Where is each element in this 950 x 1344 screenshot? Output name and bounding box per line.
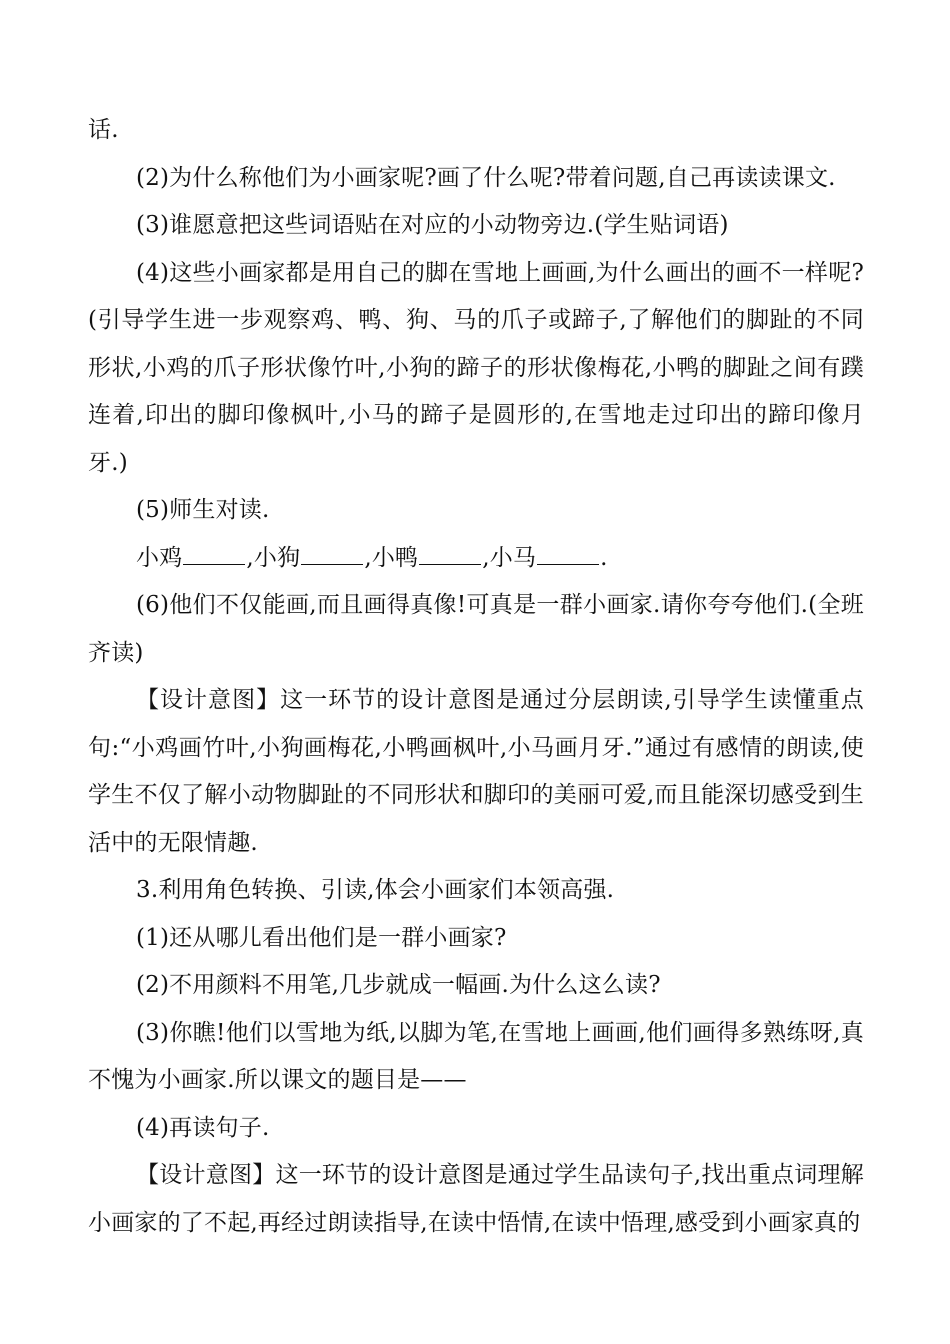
paragraph-step-4: (4)再读句子. <box>136 1114 270 1141</box>
paragraph-question-2: (2)为什么称他们为小画家呢?画了什么呢?带着问题,自己再读读课文. <box>136 164 836 191</box>
paragraph-step-2: (2)不用颜料不用笔,几步就成一幅画.为什么这么读? <box>136 972 661 998</box>
document-page <box>88 107 864 1247</box>
paragraph-design-intent-1: 【设计意图】这一环节的设计意图是通过分层朗读,引导学生读懂重点句:“小鸡画竹叶,小狗画梅花,小鸭画枫叶,小马画月牙.”通过有感情的朗读,使学生不仅了解小动物脚趾的不同形状和脚印的美丽可爱,而且能深切感受到生活中的无限情趣. <box>88 687 864 856</box>
paragraph-question-6: (6)他们不仅能画,而且画得真像!可真是一群小画家.请你夸夸他们.(全班齐读) <box>88 592 864 666</box>
blank-horse <box>537 542 599 565</box>
fill-separator: , <box>246 544 254 571</box>
paragraph-question-3: (3)谁愿意把这些词语贴在对应的小动物旁边.(学生贴词语) <box>136 212 729 238</box>
paragraph-design-intent-2: 【设计意图】这一环节的设计意图是通过学生品读句子,找出重点词理解小画家的了不起,再经过朗读指导,在读中悟情,在读中悟理,感受到小画家真的 <box>88 1162 864 1236</box>
paragraph-section-3: 3.利用角色转换、引读,体会小画家们本领高强. <box>136 877 615 903</box>
paragraph-step-3: (3)你瞧!他们以雪地为纸,以脚为笔,在雪地上画画,他们画得多熟练呀,真不愧为小画家.所以课文的题目是—— <box>88 1019 864 1093</box>
fill-separator: , <box>364 544 372 571</box>
fill-label-dog: 小狗 <box>253 544 301 571</box>
blank-duck <box>419 542 481 565</box>
fill-label-duck: 小鸭 <box>371 544 419 571</box>
fill-in-blank-row <box>88 535 864 583</box>
paragraph-question-5: (5)师生对读. <box>136 497 270 523</box>
paragraph-continuation: 话. <box>88 117 119 143</box>
fill-label-chick: 小鸡 <box>136 544 183 571</box>
paragraph-question-4: (4)这些小画家都是用自己的脚在雪地上画画,为什么画出的画不一样呢?(引导学生进一步观察鸡、鸭、狗、马的爪子或蹄子,了解他们的脚趾的不同形状,小鸡的爪子形状像竹叶,小狗的蹄子的形状像梅花,小鸭的脚趾之间有蹼连着,印出的脚印像枫叶,小马的蹄子是圆形的,在雪地走过印出的蹄印像月牙.) <box>88 259 864 476</box>
blank-dog <box>301 542 363 565</box>
fill-end: . <box>600 544 608 571</box>
blank-chick <box>183 542 245 565</box>
paragraph-step-1: (1)还从哪儿看出他们是一群小画家? <box>136 924 507 951</box>
fill-label-horse: 小马 <box>489 544 537 571</box>
fill-separator: , <box>482 544 490 571</box>
